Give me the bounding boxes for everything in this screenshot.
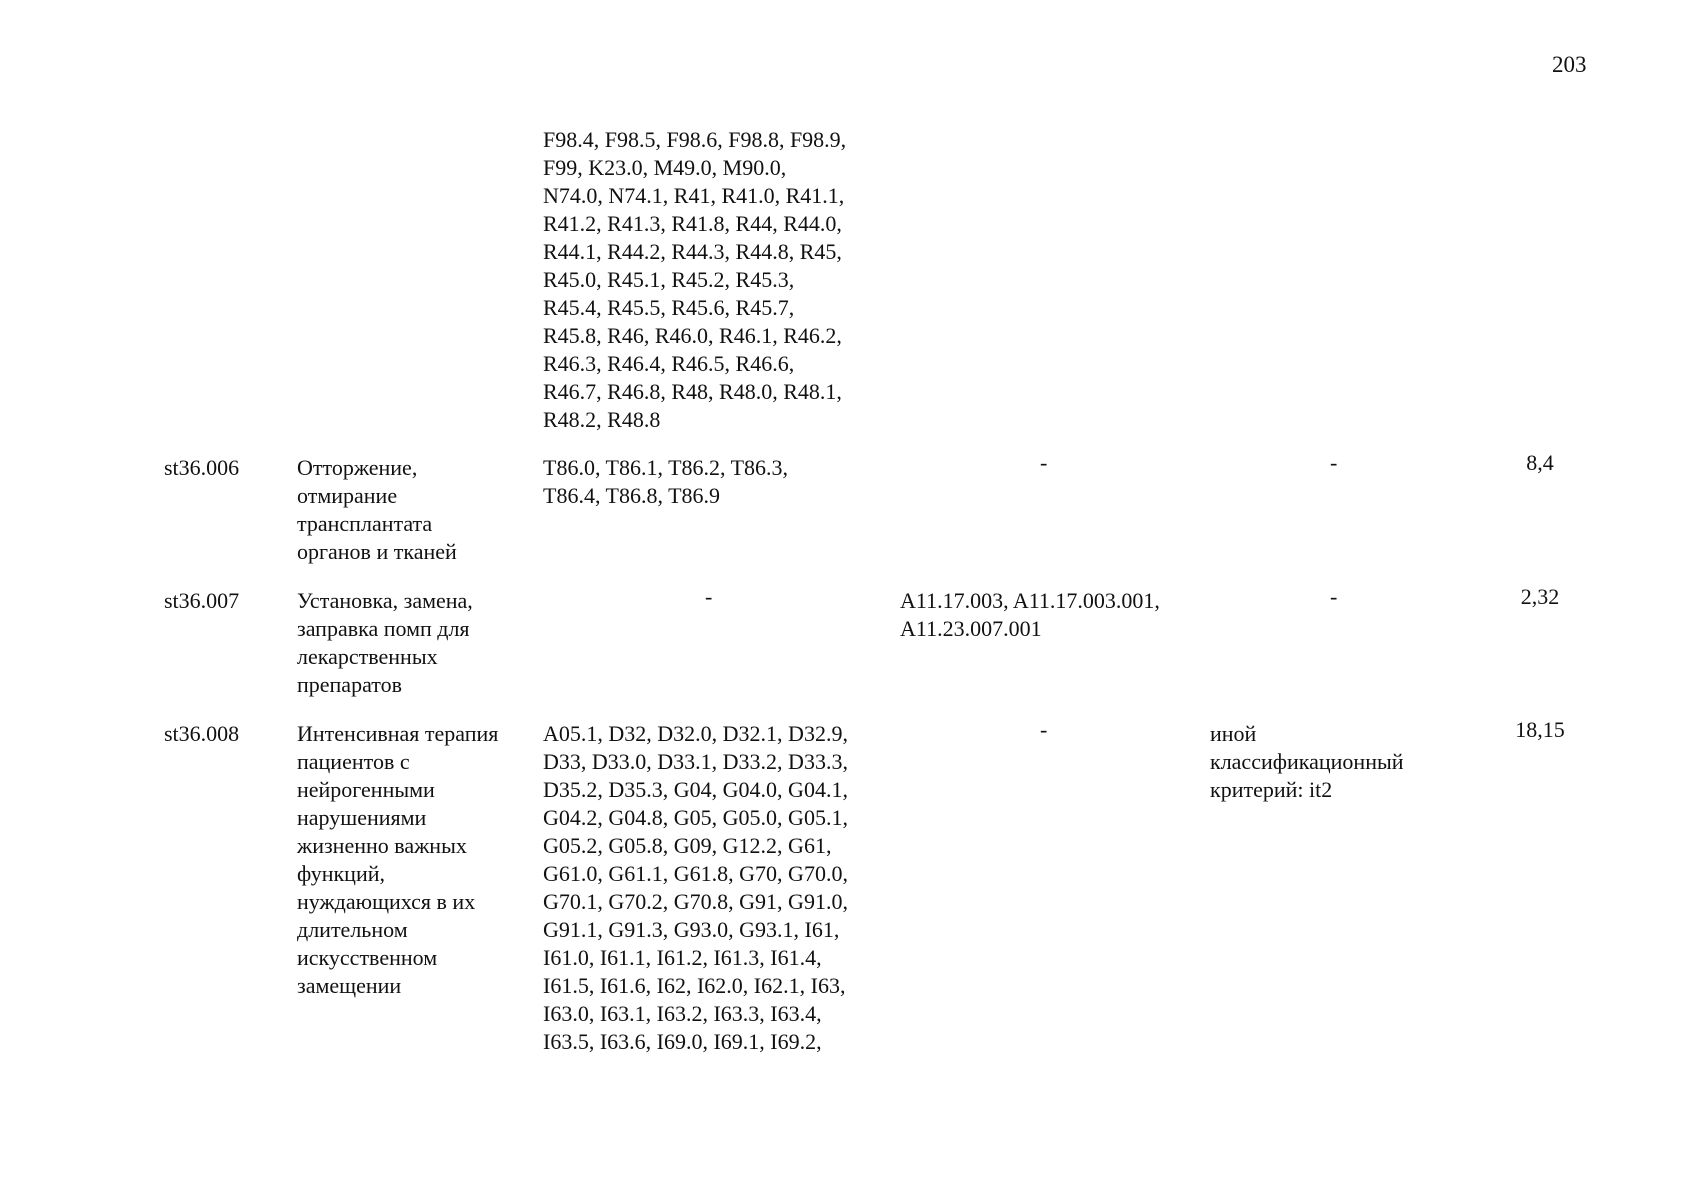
icd-codes-cell: - <box>705 584 713 609</box>
other-criteria-cell: - <box>1330 450 1338 475</box>
services-cell: A11.17.003, A11.17.003.001, A11.23.007.001 <box>900 588 1160 641</box>
page-number: 203 <box>1552 52 1587 77</box>
icd-codes-cell: T86.0, T86.1, T86.2, T86.3, T86.4, T86.8, T86.9 <box>543 455 789 508</box>
services-cell: - <box>1040 717 1048 742</box>
coefficient-cell: 2,32 <box>1520 584 1560 609</box>
row-name: Отторжение, отмирание трансплантата органов и тканей <box>297 455 457 564</box>
services-cell: - <box>1040 450 1048 475</box>
coefficient-cell: 8,4 <box>1526 450 1554 475</box>
row-code: st36.007 <box>164 588 240 613</box>
icd-codes-cell: A05.1, D32, D32.0, D32.1, D32.9, D33, D33.0, D33.1, D33.2, D33.3, D35.2, D35.3, G04, G04.0, G04.1, G04.2, G04.8, G05, G05.0, G05.1, G05.2, G05.8, G09, G12.2, G61, G61.0, G61.1, G61.8, G70, G70.0, G70.1, G70.2, G70.8, G91, G91.0, G91.1, G91.3, G93.0, G93.1, I61, I61.0, I61.1, I61.2, I61.3, I61.4, I61.5, I61.6, I62, I62.0, I62.1, I63, I63.0, I63.1, I63.2, I63.3, I63.4, I63.5, I63.6, I69.0, I69.1, I69.2, <box>543 721 848 1054</box>
row-code: st36.008 <box>164 721 240 746</box>
row-name: Установка, замена, заправка помп для лекарственных препаратов <box>297 588 473 697</box>
other-criteria-cell: иной классификационный критерий: it2 <box>1210 721 1404 802</box>
icd-codes-cell: F98.4, F98.5, F98.6, F98.8, F98.9, F99, K23.0, M49.0, M90.0, N74.0, N74.1, R41, R41.0, R41.1, R41.2, R41.3, R41.8, R44, R44.0, R44.1, R44.2, R44.3, R44.8, R45, R45.0, R45.1, R45.2, R45.3, R45.4, R45.5, R45.6, R45.7, R45.8, R46, R46.0, R46.1, R46.2, R46.3, R46.4, R46.5, R46.6, R46.7, R46.8, R48, R48.0, R48.1, R48.2, R48.8 <box>543 127 847 432</box>
row-code: st36.006 <box>164 455 240 480</box>
other-criteria-cell: - <box>1330 584 1338 609</box>
coefficient-cell: 18,15 <box>1515 717 1565 742</box>
row-name: Интенсивная терапия пациентов с нейрогенными нарушениями жизненно важных функций, нуждающихся в их длительном искусственном замещении <box>297 721 499 998</box>
